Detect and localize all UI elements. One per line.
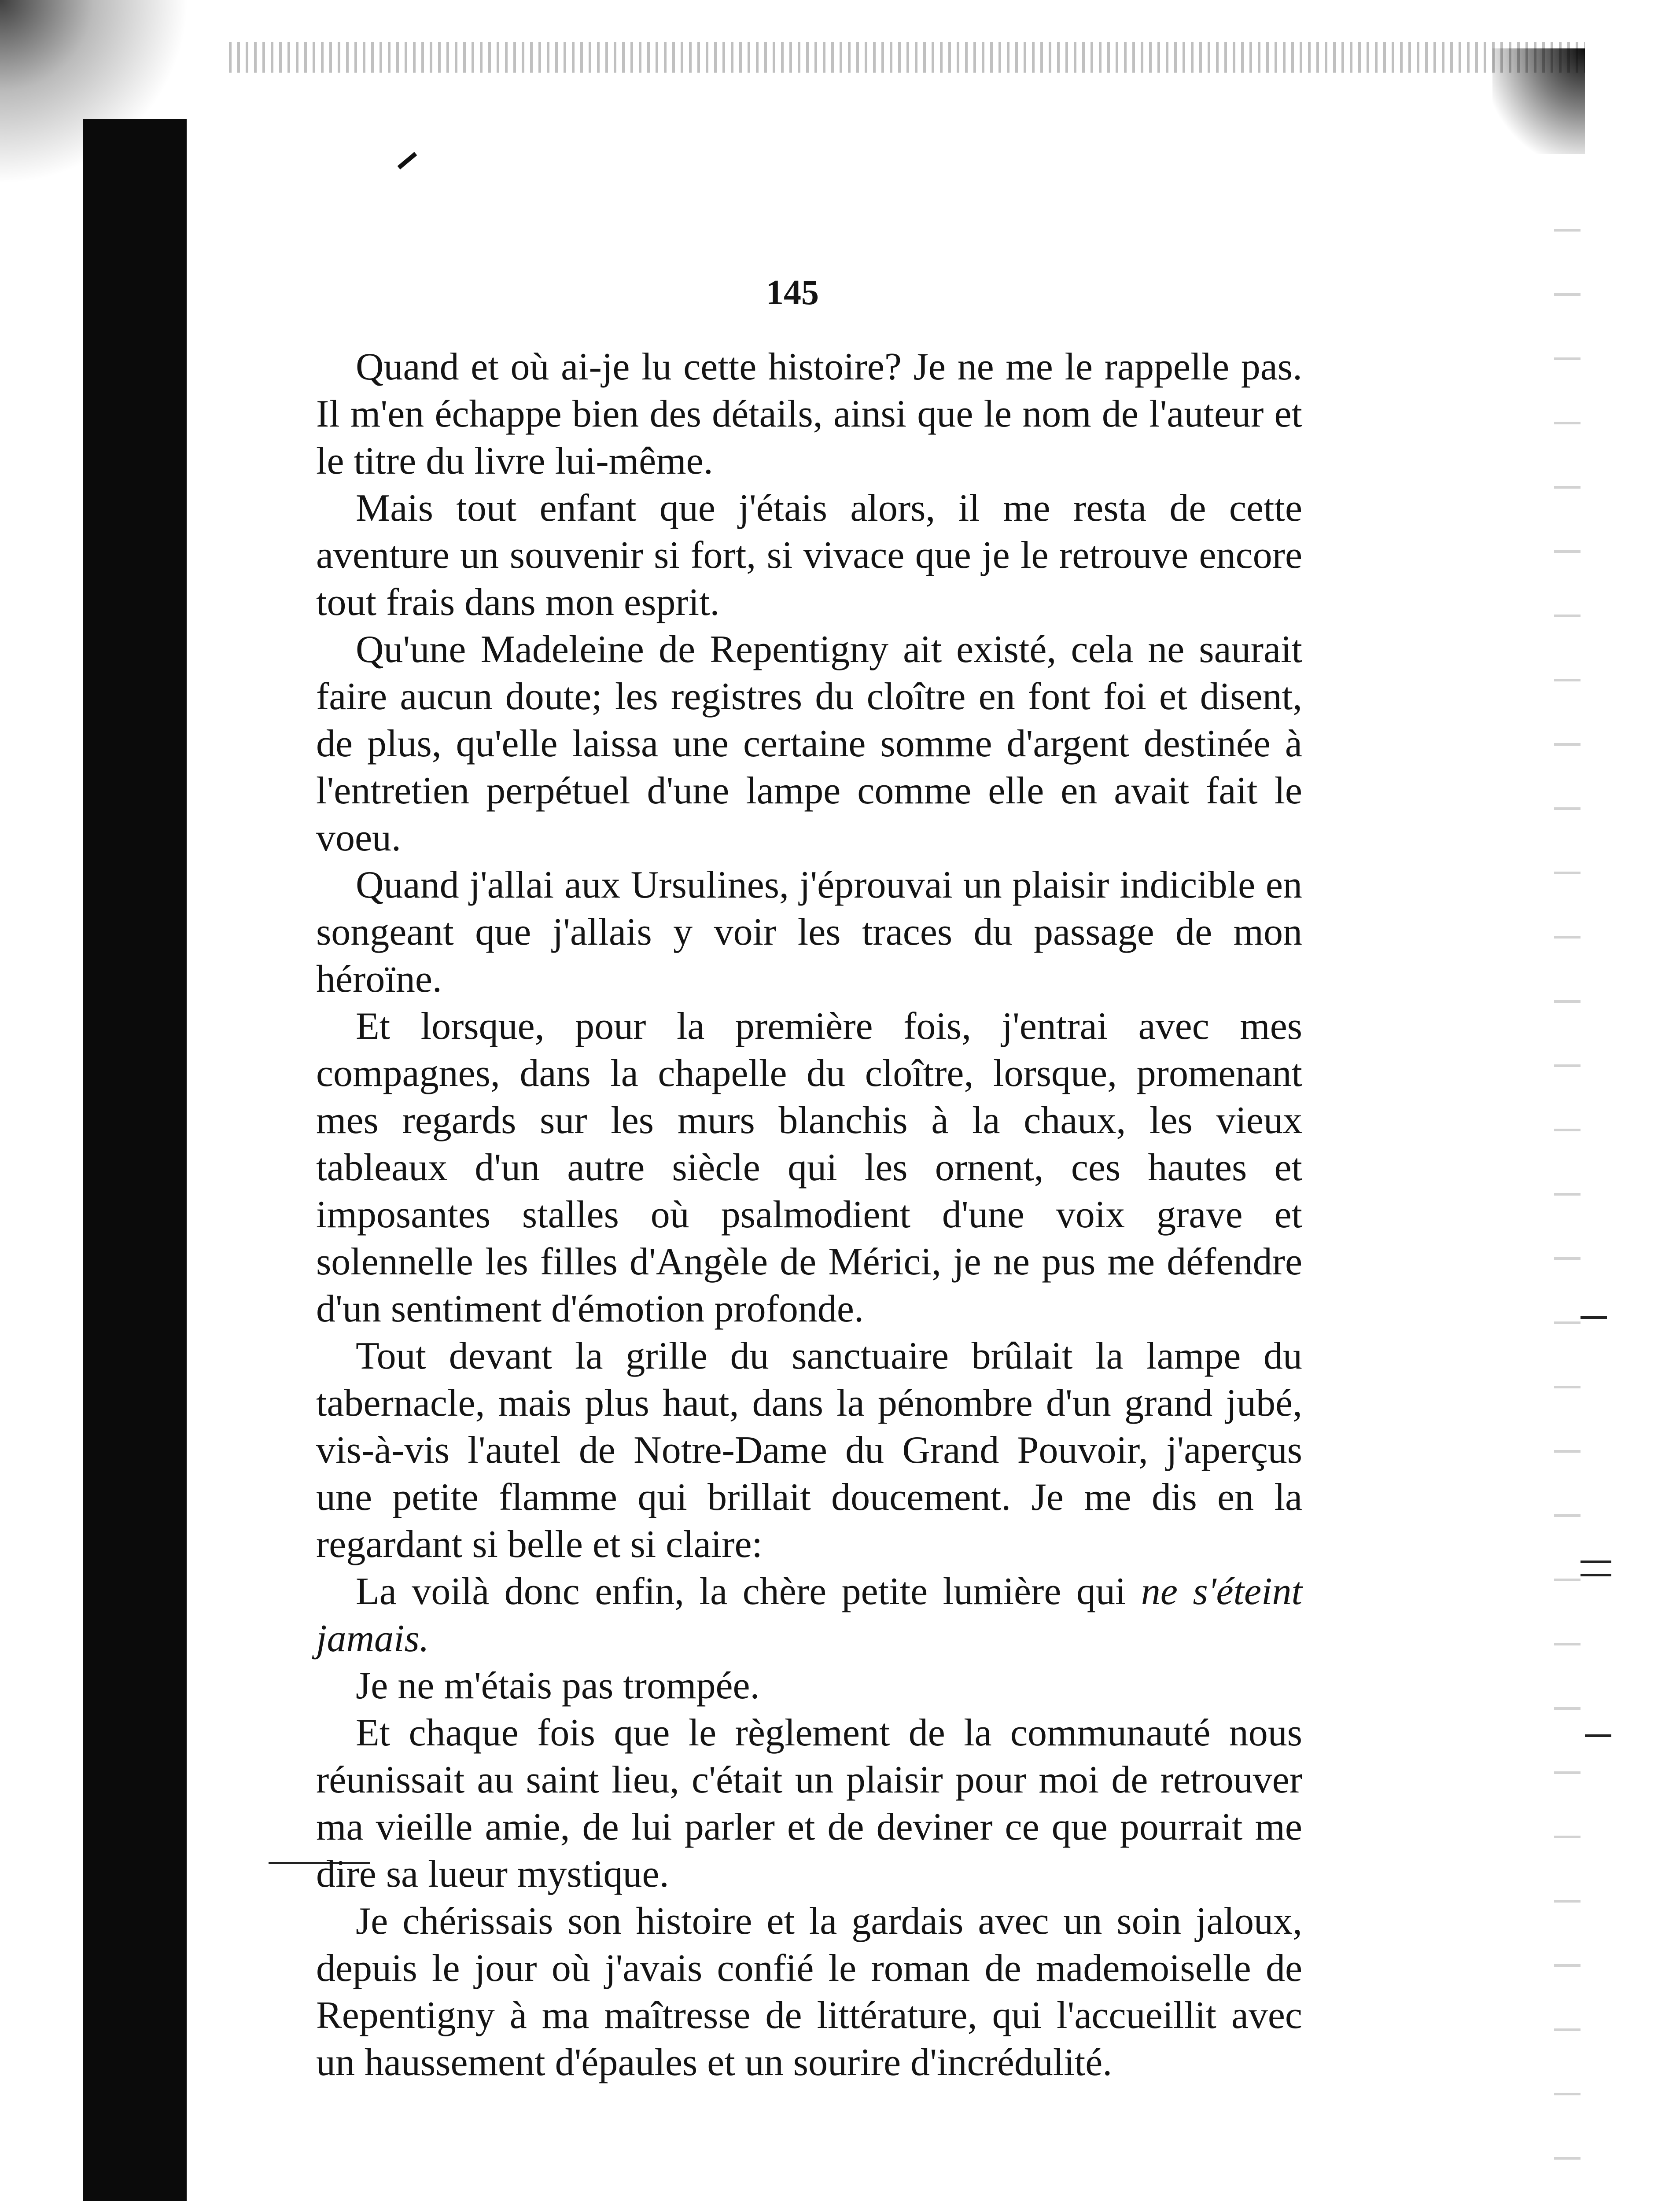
italic-phrase: ne s'éteint jamais.	[316, 1570, 1303, 1660]
margin-mark	[1581, 1316, 1607, 1319]
paragraph	[316, 1568, 1302, 1662]
paragraph-text: La voilà donc enfin, la chère petite lumière qui	[356, 1570, 1141, 1613]
margin-mark	[1585, 1734, 1611, 1737]
paragraph: Je chérissais son histoire et la gardais avec un soin jaloux, depuis le jour où j'avais confié le roman de mademoiselle de Repentigny à ma maîtresse de littérature, qui l'accueillit avec un haussement d'épaules et un sourire d'incrédulité.	[316, 1900, 1302, 2084]
scan-shadow-top-right	[1492, 48, 1585, 154]
page-number: 145	[766, 273, 819, 312]
body-text	[316, 343, 1302, 2086]
paragraph: Qu'une Madeleine de Repentigny ait existé, cela ne saurait faire aucun doute; les registres du cloître en font foi et disent, de plus, qu'elle laissa une certaine somme d'argent destinée à l'entretien perpétuel d'une lampe comme elle en avait fait le voeu.	[316, 628, 1302, 859]
paragraph: Et chaque fois que le règlement de la communauté nous réunissait au saint lieu, c'était un plaisir pour moi de retrouver ma vieille amie, de lui parler et de deviner ce que pourrait me dire sa lueur mystique.	[316, 1711, 1302, 1896]
paragraph: Mais tout enfant que j'étais alors, il me resta de cette aventure un souvenir si fort, si vivace que je le retrouve encore tout frais dans mon esprit.	[316, 487, 1302, 624]
paragraph: Je ne m'étais pas trompée.	[356, 1664, 760, 1707]
pencil-mark	[398, 152, 417, 169]
paragraph: Quand j'allai aux Ursulines, j'éprouvai un plaisir indicible en songeant que j'allais y voir les traces du passage de mon héroïne.	[316, 864, 1302, 1001]
margin-mark	[1581, 1574, 1611, 1576]
scan-noise-right-edge	[1554, 167, 1581, 2192]
margin-mark	[1581, 1561, 1611, 1563]
scan-noise-top-edge	[229, 42, 1585, 73]
paragraph: Tout devant la grille du sanctuaire brûlait la lampe du tabernacle, mais plus haut, dans la pénombre d'un grand jubé, vis-à-vis l'autel de Notre-Dame du Grand Pouvoir, j'aperçus une petite flamme qui brillait doucement. Je me dis en la regardant si belle et si claire:	[316, 1335, 1302, 1566]
paragraph: Quand et où ai-je lu cette histoire? Je ne me le rappelle pas. Il m'en échappe bien des détails, ainsi que le nom de l'auteur et le titre du livre lui-même.	[316, 346, 1302, 482]
paragraph: Et lorsque, pour la première fois, j'entrai avec mes compagnes, dans la chapelle du cloître, lorsque, promenant mes regards sur les murs blanchis à la chaux, les vieux tableaux d'un autre siècle qui les ornent, ces hautes et imposantes stalles où psalmodient d'une voix grave et solennelle les filles d'Angèle de Mérici, je ne pus me défendre d'un sentiment d'émotion profonde.	[316, 1005, 1302, 1330]
book-binding-edge	[83, 119, 187, 2201]
